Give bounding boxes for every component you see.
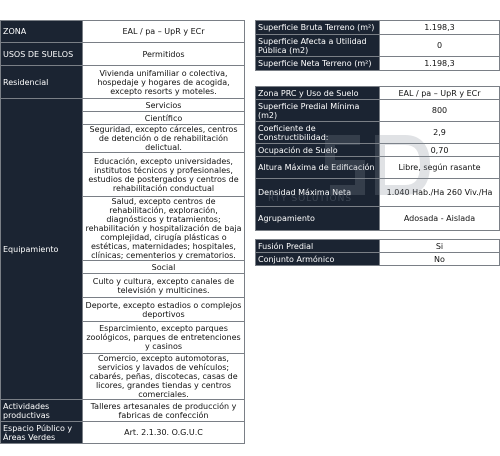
altura-label: Altura Máxima de Edificación <box>256 157 380 179</box>
coeficiente-value: 2,9 <box>380 122 500 144</box>
equipamiento-item: Educación, excepto universidades, institutos técnicos y profesionales, estudios de postergados y centros de rehabilitación conductual <box>83 153 245 197</box>
superficie-neta-label: Superficie Neta Terreno (m²) <box>256 57 380 71</box>
espacio-row <box>1 422 245 444</box>
superficie-minima-label: Superficie Predial Mínima (m2) <box>256 100 380 122</box>
zona-label: ZONA <box>1 21 83 43</box>
fusion-row <box>256 240 500 253</box>
superficie-row <box>256 57 500 71</box>
prc-table <box>255 86 500 231</box>
zona-prc-value: EAL / pa – UpR y ECr <box>380 87 500 100</box>
superficie-afecta-value: 0 <box>380 35 500 57</box>
equipamiento-item: Esparcimiento, excepto parques zoológicos, parques de entretenciones y casinos <box>83 322 245 354</box>
prc-row <box>256 87 500 100</box>
equipamiento-item: Comercio, excepto automotoras, servicios y lavados de vehículos; cabarés, peñas, discotecas, casas de licores, grandes tiendas y centros comerciales. <box>83 354 245 400</box>
fusion-predial-value: Si <box>380 240 500 253</box>
fusion-predial-label: Fusión Predial <box>256 240 380 253</box>
superficie-bruta-label: Superficie Bruta Terreno (m²) <box>256 21 380 35</box>
prc-row <box>256 122 500 144</box>
zona-prc-label: Zona PRC y Uso de Suelo <box>256 87 380 100</box>
zona-row <box>1 21 245 43</box>
ocupacion-label: Ocupación de Suelo <box>256 144 380 157</box>
conjunto-armonico-value: No <box>380 253 500 266</box>
equipamiento-item: Científico <box>83 112 245 125</box>
espacio-value: Art. 2.1.30. O.G.U.C <box>83 422 245 444</box>
conjunto-armonico-label: Conjunto Armónico <box>256 253 380 266</box>
equipamiento-item: Deporte, excepto estadios o complejos deportivos <box>83 298 245 322</box>
altura-value: Libre, según rasante <box>380 157 500 179</box>
coeficiente-label: Coeficiente de Constructibilidad: <box>256 122 380 144</box>
prc-row <box>256 144 500 157</box>
usos-row <box>1 43 245 66</box>
usos-label: USOS DE SUELOS <box>1 43 83 66</box>
superficie-minima-value: 800 <box>380 100 500 122</box>
residencial-label: Residencial <box>1 66 83 99</box>
residencial-value: Vivienda unifamiliar o colectiva, hospedaje y hogares de acogida, excepto resorts y moteles. <box>83 66 245 99</box>
actividades-label: Actividades productivas <box>1 400 83 422</box>
densidad-value: 1.040 Hab./Ha 260 Viv./Ha <box>380 179 500 207</box>
watermark-text: RTY SOLUTIONS <box>268 194 353 204</box>
fusion-row <box>256 253 500 266</box>
equipamiento-item: Salud, excepto centros de rehabilitación, exploración, diagnósticos y tratamientos; rehabilitación y hospitalización de baja complejidad, cirugía plásticas o estéticas, maternidades; hospitales, clínicas; cementerios y crematorios. <box>83 197 245 261</box>
densidad-label: Densidad Máxima Neta <box>256 179 380 207</box>
equipamiento-label: Equipamiento <box>1 99 83 400</box>
agrupamiento-label: Agrupamiento <box>256 207 380 231</box>
equipamiento-item: Culto y cultura, excepto canales de televisión y multicines. <box>83 274 245 298</box>
equipamiento-row <box>1 99 245 112</box>
prc-row <box>256 100 500 122</box>
fusion-table <box>255 239 500 266</box>
superficie-neta-value: 1.198,3 <box>380 57 500 71</box>
residencial-row <box>1 66 245 99</box>
usos-value: Permitidos <box>83 43 245 66</box>
superficie-row <box>256 21 500 35</box>
superficie-table <box>255 20 500 71</box>
espacio-label: Espacio Público y Áreas Verdes <box>1 422 83 444</box>
zona-value: EAL / pa – UpR y ECr <box>83 21 245 43</box>
prc-row <box>256 157 500 179</box>
actividades-value: Talleres artesanales de producción y fabricas de confección <box>83 400 245 422</box>
prc-row <box>256 179 500 207</box>
equipamiento-item: Servicios <box>83 99 245 112</box>
equipamiento-item: Seguridad, excepto cárceles, centros de detención o de rehabilitación delictual. <box>83 125 245 153</box>
equipamiento-item: Social <box>83 261 245 274</box>
zoning-uses-table <box>0 20 245 444</box>
ocupacion-value: 0,70 <box>380 144 500 157</box>
superficie-row <box>256 35 500 57</box>
superficie-bruta-value: 1.198,3 <box>380 21 500 35</box>
agrupamiento-value: Adosada - Aislada <box>380 207 500 231</box>
prc-row <box>256 207 500 231</box>
actividades-row <box>1 400 245 422</box>
superficie-afecta-label: Superficie Afecta a Utilidad Pública (m2) <box>256 35 380 57</box>
